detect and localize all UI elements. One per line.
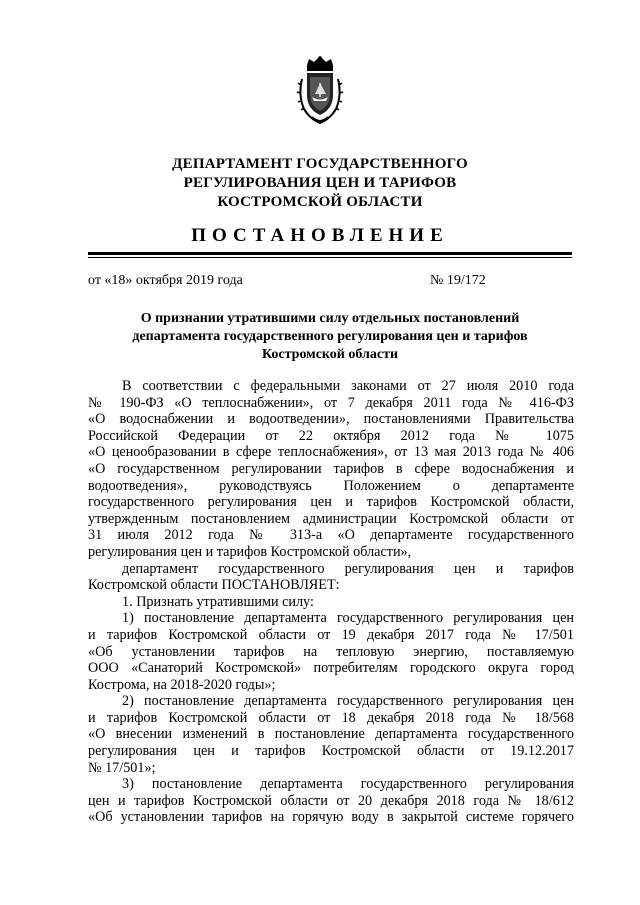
body-line: 2) постановление департамента государственного регулирования цен (122, 693, 574, 710)
body-line: регулирования цен и тарифов Костромской области», (88, 543, 412, 560)
body-line: Российской Федерации от 22 октября 2012 года № 1075 (88, 427, 574, 444)
department-name-line: КОСТРОМСКОЙ ОБЛАСТИ (217, 194, 423, 210)
document-subject (88, 310, 572, 364)
document-number: № 19/172 (430, 273, 486, 288)
department-name-line: ДЕПАРТАМЕНТ ГОСУДАРСТВЕННОГО (172, 156, 468, 172)
body-line: 1) постановление департамента государственного регулирования цен (122, 610, 574, 627)
body-line: цен и тарифов Костромской области от 20 декабря 2018 года № 18/612 (88, 792, 574, 809)
body-line: утвержденным постановлением администрации Костромской области от (88, 510, 574, 527)
body-line: и тарифов Костромской области от 18 декабря 2018 года № 18/568 (88, 709, 574, 726)
department-name (90, 155, 550, 212)
body-line: В соответствии с федеральными законами от 27 июля 2010 года (122, 378, 574, 394)
body-line: «Об установлении тарифов на тепловую энергию, поставляемую (88, 643, 574, 660)
kostroma-coat-of-arms-icon (295, 55, 345, 127)
body-line: департамент государственного регулирования цен и тарифов (122, 560, 574, 577)
body-line: Костромской области ПОСТАНОВЛЯЕТ: (88, 577, 340, 594)
body-line: «Об установлении тарифов на горячую воду в закрытой системе горячего (88, 809, 574, 826)
document-subject-line: департамента государственного регулирования цен и тарифов (132, 329, 528, 344)
body-line: государственного регулирования цен и тарифов Костромской области, (88, 494, 574, 511)
body-line: 1. Признать утратившими силу: (122, 593, 314, 610)
body-line: «О государственном регулировании тарифов в сфере водоснабжения и (88, 460, 574, 477)
body-line: и тарифов Костромской области от 19 декабря 2017 года № 17/501 (88, 626, 574, 643)
body-line: ООО «Санаторий Костромской» потребителям городского округа город (88, 660, 574, 677)
body-line: водоотведения», руководствуясь Положением о департаменте (88, 477, 574, 494)
body-line: «О ценообразовании в сфере теплоснабжения», от 13 мая 2013 года № 406 (88, 444, 574, 461)
department-name-line: РЕГУЛИРОВАНИЯ ЦЕН И ТАРИФОВ (183, 175, 457, 191)
document-subject-line: Костромской области (261, 347, 399, 362)
body-line: 31 июля 2012 года № 313-а «О департаменте государственного (88, 527, 574, 544)
body-line: Кострома, на 2018-2020 годы»; (88, 676, 276, 693)
header-divider-thick (88, 252, 572, 255)
body-line: № 190-ФЗ «О теплоснабжении», от 7 декабря 2011 года № 416-ФЗ (88, 394, 574, 411)
document-type-heading: ПОСТАНОВЛЕНИЕ (191, 225, 449, 246)
body-line: «О водоснабжении и водоотведении», постановлениями Правительства (88, 411, 574, 428)
body-line: регулирования цен и тарифов Костромской области от 19.12.2017 (88, 743, 574, 760)
body-line: «О внесении изменений в постановление департамента государственного (88, 726, 574, 743)
body-line: № 17/501»; (88, 759, 156, 776)
body-line: 3) постановление департамента государственного регулирования (122, 776, 574, 793)
document-body (88, 378, 574, 826)
header-divider-thin (88, 257, 572, 258)
document-subject-line: О признании утратившими силу отдельных постановлений (140, 311, 520, 326)
document-date: от «18» октября 2019 года (88, 273, 243, 288)
